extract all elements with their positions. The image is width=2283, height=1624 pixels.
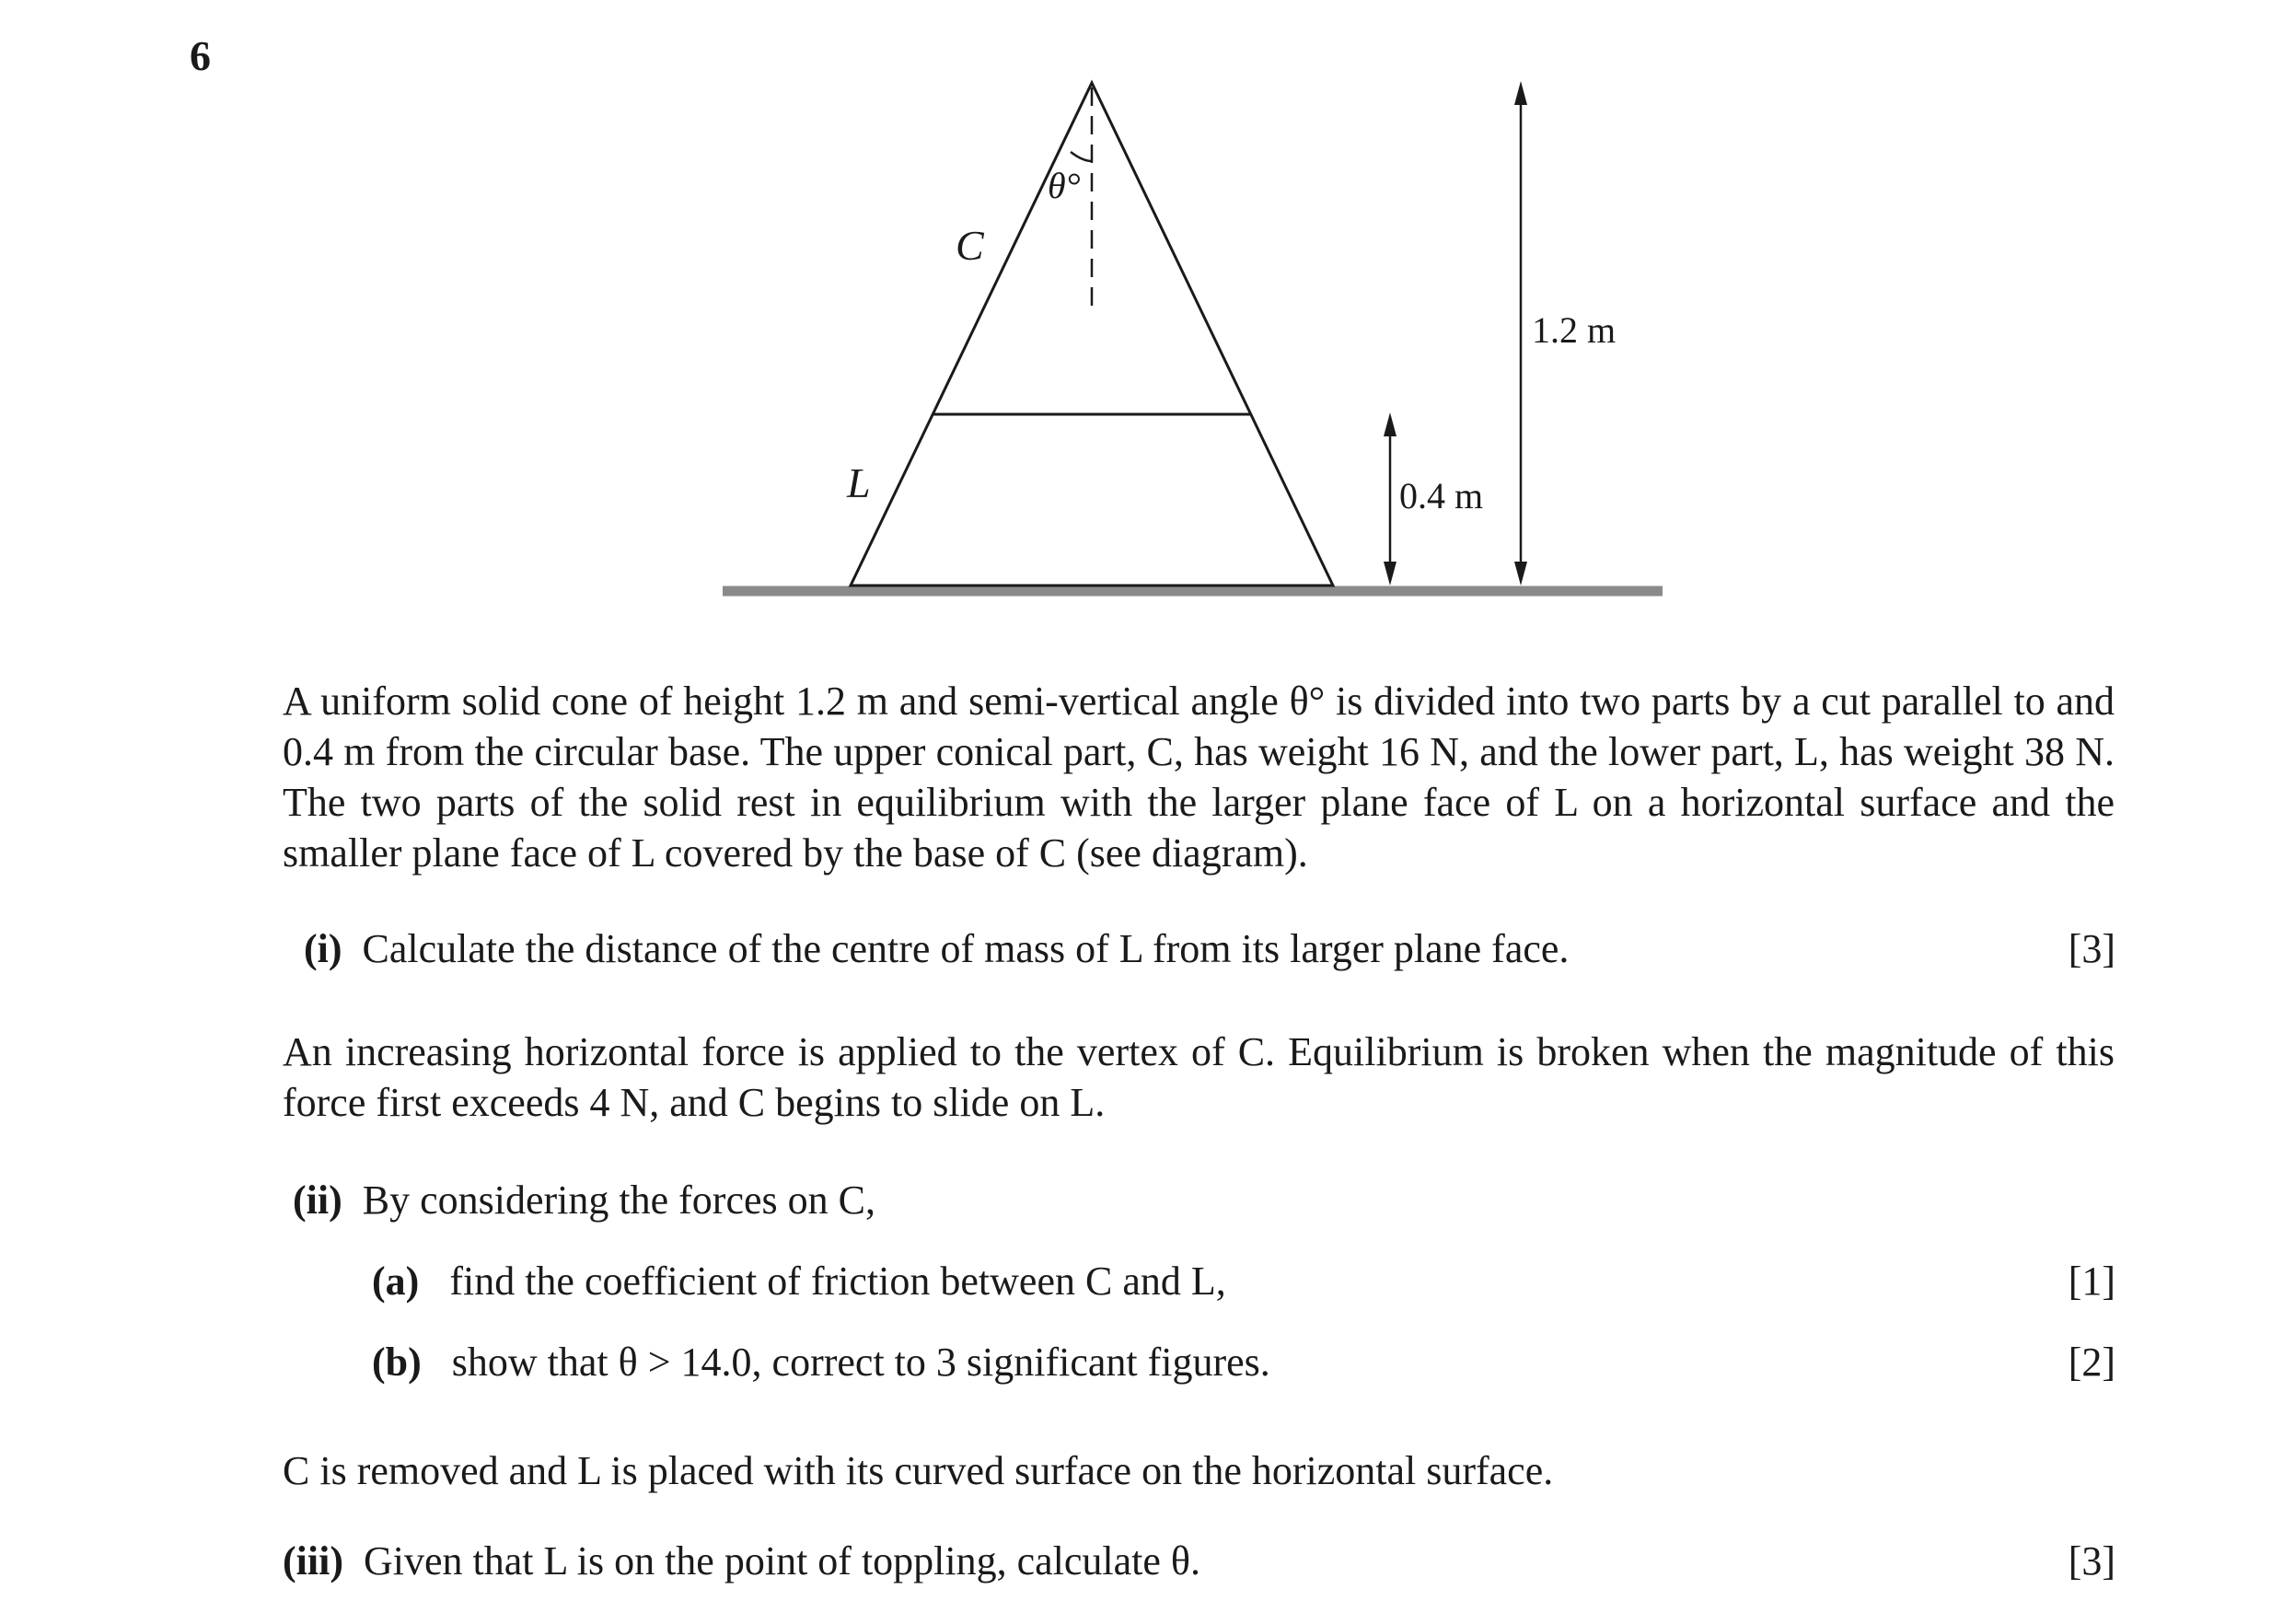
part-ii-a-text: find the coefficient of friction between C and L,: [449, 1259, 1226, 1304]
part-iii-label: (iii): [283, 1538, 343, 1583]
force-paragraph: An increasing horizontal force is applied to the vertex of C. Equilibrium is broken when the magnitude of this force first exceeds 4 N, and C begins to slide on L.: [283, 1029, 2115, 1125]
part-ii-a-label: (a): [372, 1259, 420, 1304]
cone-part-c-label: C: [956, 222, 984, 269]
height-cut-arrowhead-bottom: [1384, 562, 1396, 586]
height-cut-arrowhead-top: [1384, 412, 1396, 436]
part-iii-marks: [3]: [2068, 1538, 2115, 1583]
frustum-part-l-label: L: [847, 459, 871, 506]
angle-arc: [1071, 152, 1092, 161]
height-cut-label: 0.4 m: [1399, 475, 1484, 516]
theta-label: θ°: [1048, 165, 1081, 206]
question-number: 6: [190, 32, 211, 79]
part-ii-a-marks: [1]: [2068, 1259, 2115, 1304]
intro-paragraph: A uniform solid cone of height 1.2 m and semi-vertical angle θ° is divided into two parts by a cut parallel to and 0.4 m from the circular base. The upper conical part, C, has weight 16 N, and the lower part, L, has weight 38 N. The two parts of the solid rest in equilibrium with the larger plane face of L on a horizontal surface and the smaller plane face of L covered by the base of C (see diagram).: [283, 679, 2115, 876]
part-iii-text: Given that L is on the point of toppling, calculate θ.: [363, 1538, 1201, 1583]
height-total-arrowhead-bottom: [1514, 562, 1527, 586]
part-iii-line: [283, 1536, 1200, 1586]
part-i-marks: [3]: [2068, 926, 2115, 971]
part-ii-a-line: [372, 1256, 1226, 1306]
part-i-line: [304, 923, 1569, 974]
part-i-label: (i): [304, 926, 342, 971]
part-i-text: Calculate the distance of the centre of mass of L from its larger plane face.: [362, 926, 1570, 971]
height-total-label: 1.2 m: [1532, 309, 1617, 351]
part-ii-line: [293, 1175, 875, 1225]
cone-diagram: [0, 0, 2283, 644]
part-ii-text: By considering the forces on C,: [362, 1177, 875, 1223]
part-ii-label: (ii): [293, 1177, 342, 1223]
part-ii-b-line: [372, 1337, 1270, 1387]
part-ii-b-label: (b): [372, 1340, 422, 1385]
part-ii-b-marks: [2]: [2068, 1340, 2115, 1385]
height-total-arrowhead-top: [1514, 81, 1527, 105]
part-ii-b-text: show that θ > 14.0, correct to 3 significant figures.: [451, 1340, 1270, 1385]
removed-paragraph: C is removed and L is placed with its curved surface on the horizontal surface.: [283, 1448, 1554, 1493]
